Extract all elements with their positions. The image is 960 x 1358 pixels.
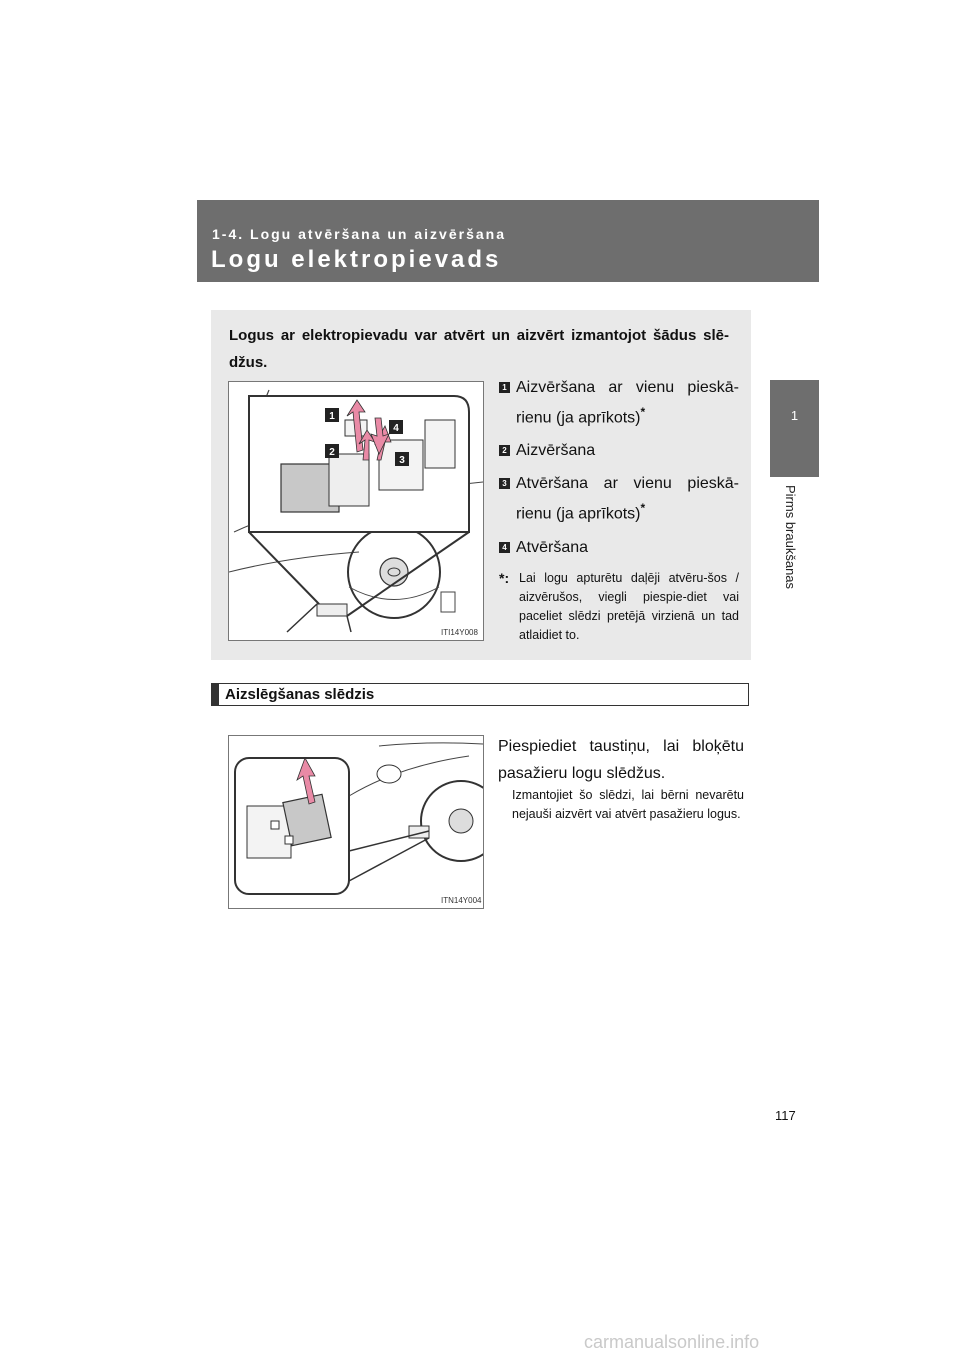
door-panel-drawing: [229, 382, 483, 640]
asterisk: *: [640, 501, 646, 516]
watermark: carmanualsonline.info: [584, 1332, 760, 1352]
legend-item: [499, 472, 739, 526]
footnote-mark: *:: [499, 569, 510, 586]
figure-code: ITN14Y004: [441, 896, 482, 905]
lock-switch-illustration: [228, 735, 484, 909]
number-badge: 1: [499, 382, 510, 393]
chapter-tab: [770, 380, 819, 477]
asterisk: *: [640, 405, 646, 419]
legend-text: Atvēršana: [516, 538, 589, 556]
callout-1: 1: [329, 411, 335, 422]
legend-item: [499, 536, 739, 560]
section-heading-text: Aizslēgšanas slēdzis: [225, 686, 375, 703]
footnote-text: Lai logu apturētu daļēji atvēru-šos / aizvērušos, viegli piespie-diet vai paceliet slēdzi pretējā virzienā un tad atlaidiet to.: [519, 570, 739, 642]
chapter-number: 1: [790, 408, 799, 423]
number-badge: 4: [499, 542, 510, 553]
window-switch-illustration: [228, 381, 484, 641]
number-badge: 2: [499, 445, 510, 456]
callout-4: 4: [393, 423, 399, 434]
section-heading: [211, 683, 749, 706]
intro-text: Logus ar elektropievadu var atvērt un aizvērt izmantojot šādus slē-džus.: [229, 327, 729, 371]
callout-2: 2: [329, 447, 335, 458]
number-badge: 3: [499, 478, 510, 489]
page-number: 117: [775, 1108, 796, 1123]
legend-text: Atvēršana ar vienu pieskā-rienu (ja aprīkots): [516, 475, 739, 523]
legend-text: Aizvēršana: [516, 442, 596, 460]
legend-list: [499, 376, 739, 645]
lock-switch-instruction: Piespiediet taustiņu, lai bloķētu pasažieru logu slēdžus.: [498, 738, 744, 782]
section-label: 1-4. Logu atvēršana un aizvēršana: [212, 226, 506, 242]
lock-switch-note: Izmantojiet šo slēdzi, lai bērni nevarētu nejauši aizvērt vai atvērt pasažieru logus.: [512, 788, 744, 821]
figure-code: ITI14Y008: [441, 628, 478, 637]
chapter-title: Pirms braukšanas: [783, 485, 798, 590]
legend-item: [499, 439, 739, 463]
footnote: [499, 569, 739, 645]
legend-item: [499, 376, 739, 430]
legend-text: Aizvēršana ar vienu pieskā-rienu (ja aprīkots): [516, 379, 739, 427]
callout-3: 3: [399, 455, 405, 466]
page-title: Logu elektropievads: [211, 246, 502, 273]
lock-switch-drawing: [229, 736, 483, 908]
